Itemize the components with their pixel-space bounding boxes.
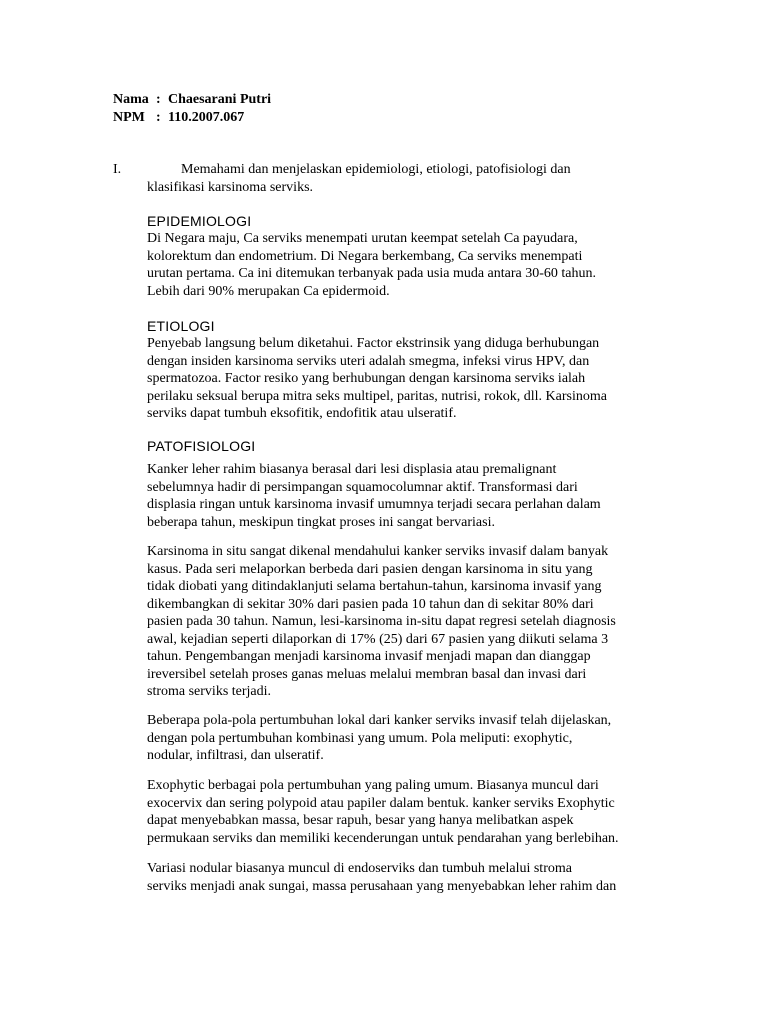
patofisiologi-para-4	[147, 777, 662, 847]
paragraph: Kanker leher rahim biasanya berasal dari lesi displasia atau premalignant sebelumnya hadir di persimpangan squamocolumnar aktif. Transformasi dari displasia ringan untuk karsinoma invasif umumnya terjadi secara perlahan dalam beberapa tahun, meskipun tingkat proses ini sangat bervariasi.	[147, 462, 601, 530]
section-number: I.	[113, 162, 122, 177]
npm-separator: :	[156, 110, 161, 125]
epidemiologi-text: Di Negara maju, Ca serviks menempati urutan keempat setelah Ca payudara, kolorektum dan endometrium. Di Negara berkembang, Ca serviks menempati urutan pertama. Ca ini ditemukan terbanyak pada usia muda antara 30-60 tahun. Lebih dari 90% merupakan Ca epidermoid.	[147, 231, 597, 299]
patofisiologi-para-2	[147, 543, 662, 701]
epidemiologi-section	[147, 212, 662, 300]
paragraph: Exophytic berbagai pola pertumbuhan yang paling umum. Biasanya muncul dari exocervix dan sering polypoid atau papiler dalam bentuk. kanker serviks Exophytic dapat menyebabkan massa, besar rapuh, besar yang hanya melibatkan aspek permukaan serviks dan memiliki kecenderungan untuk pendarahan yang berlebihan.	[147, 778, 619, 846]
patofisiologi-heading-block	[147, 437, 662, 455]
etiologi-text: Penyebab langsung belum diketahui. Factor ekstrinsik yang diduga berhubungan dengan insiden karsinoma serviks uteri adalah smegma, infeksi virus HPV, dan spermatozoa. Factor resiko yang berhubungan dengan karsinoma serviks ialah perilaku seksual berupa mitra seks multipel, paritas, nutrisi, rokok, dll. Karsinoma serviks dapat tumbuh eksofitik, endofitik atau ulseratif.	[147, 336, 607, 421]
name-separator: :	[156, 92, 161, 107]
paragraph: Beberapa pola-pola pertumbuhan lokal dari kanker serviks invasif telah dijelaskan, dengan pola pertumbuhan kombinasi yang umum. Pola meliputi: exophytic, nodular, infiltrasi, dan ulseratif.	[147, 713, 612, 763]
patofisiologi-para-3	[147, 712, 662, 765]
etiologi-heading: ETIOLOGI	[147, 318, 215, 334]
name-label: Nama	[113, 92, 149, 107]
patofisiologi-heading: PATOFISIOLOGI	[147, 438, 256, 454]
paragraph: Variasi nodular biasanya muncul di endoserviks dan tumbuh melalui stroma serviks menjadi anak sungai, massa perusahaan yang menyebabkan leher rahim dan	[147, 861, 617, 894]
npm-row	[113, 109, 271, 127]
npm-value: 110.2007.067	[168, 110, 245, 125]
name-row	[113, 91, 271, 109]
patofisiologi-para-1	[147, 461, 662, 531]
epidemiologi-heading: EPIDEMIOLOGI	[147, 213, 252, 229]
paragraph: Karsinoma in situ sangat dikenal mendahului kanker serviks invasif dalam banyak kasus. Pada seri melaporkan berbeda dari pasien dengan karsinoma in situ yang tidak diobati yang ditindaklanjuti selama bertahun-tahun, karsinoma invasif yang dikembangkan di sekitar 30% dari pasien pada 10 tahun dan di sekitar 80% dari pasien pada 30 tahun. Namun, lesi-karsinoma in-situ dapat regresi setelah diagnosis awal, kejadian seperti dilaporkan di 17% (25) dari 67 pasien yang diikuti selama 3 tahun. Pengembangan menjadi karsinoma invasif menjadi mapan dan dianggap ireversibel setelah proses ganas meluas melalui membran basal dan invasi dari stroma serviks terjadi.	[147, 544, 616, 699]
etiologi-section	[147, 317, 662, 423]
student-info	[113, 91, 271, 127]
npm-label: NPM	[113, 110, 145, 125]
patofisiologi-para-5	[147, 860, 662, 895]
name-value: Chaesarani Putri	[168, 92, 272, 107]
section-intro: Memahami dan menjelaskan epidemiologi, etiologi, patofisiologi dan klasifikasi karsinoma serviks.	[147, 162, 571, 195]
